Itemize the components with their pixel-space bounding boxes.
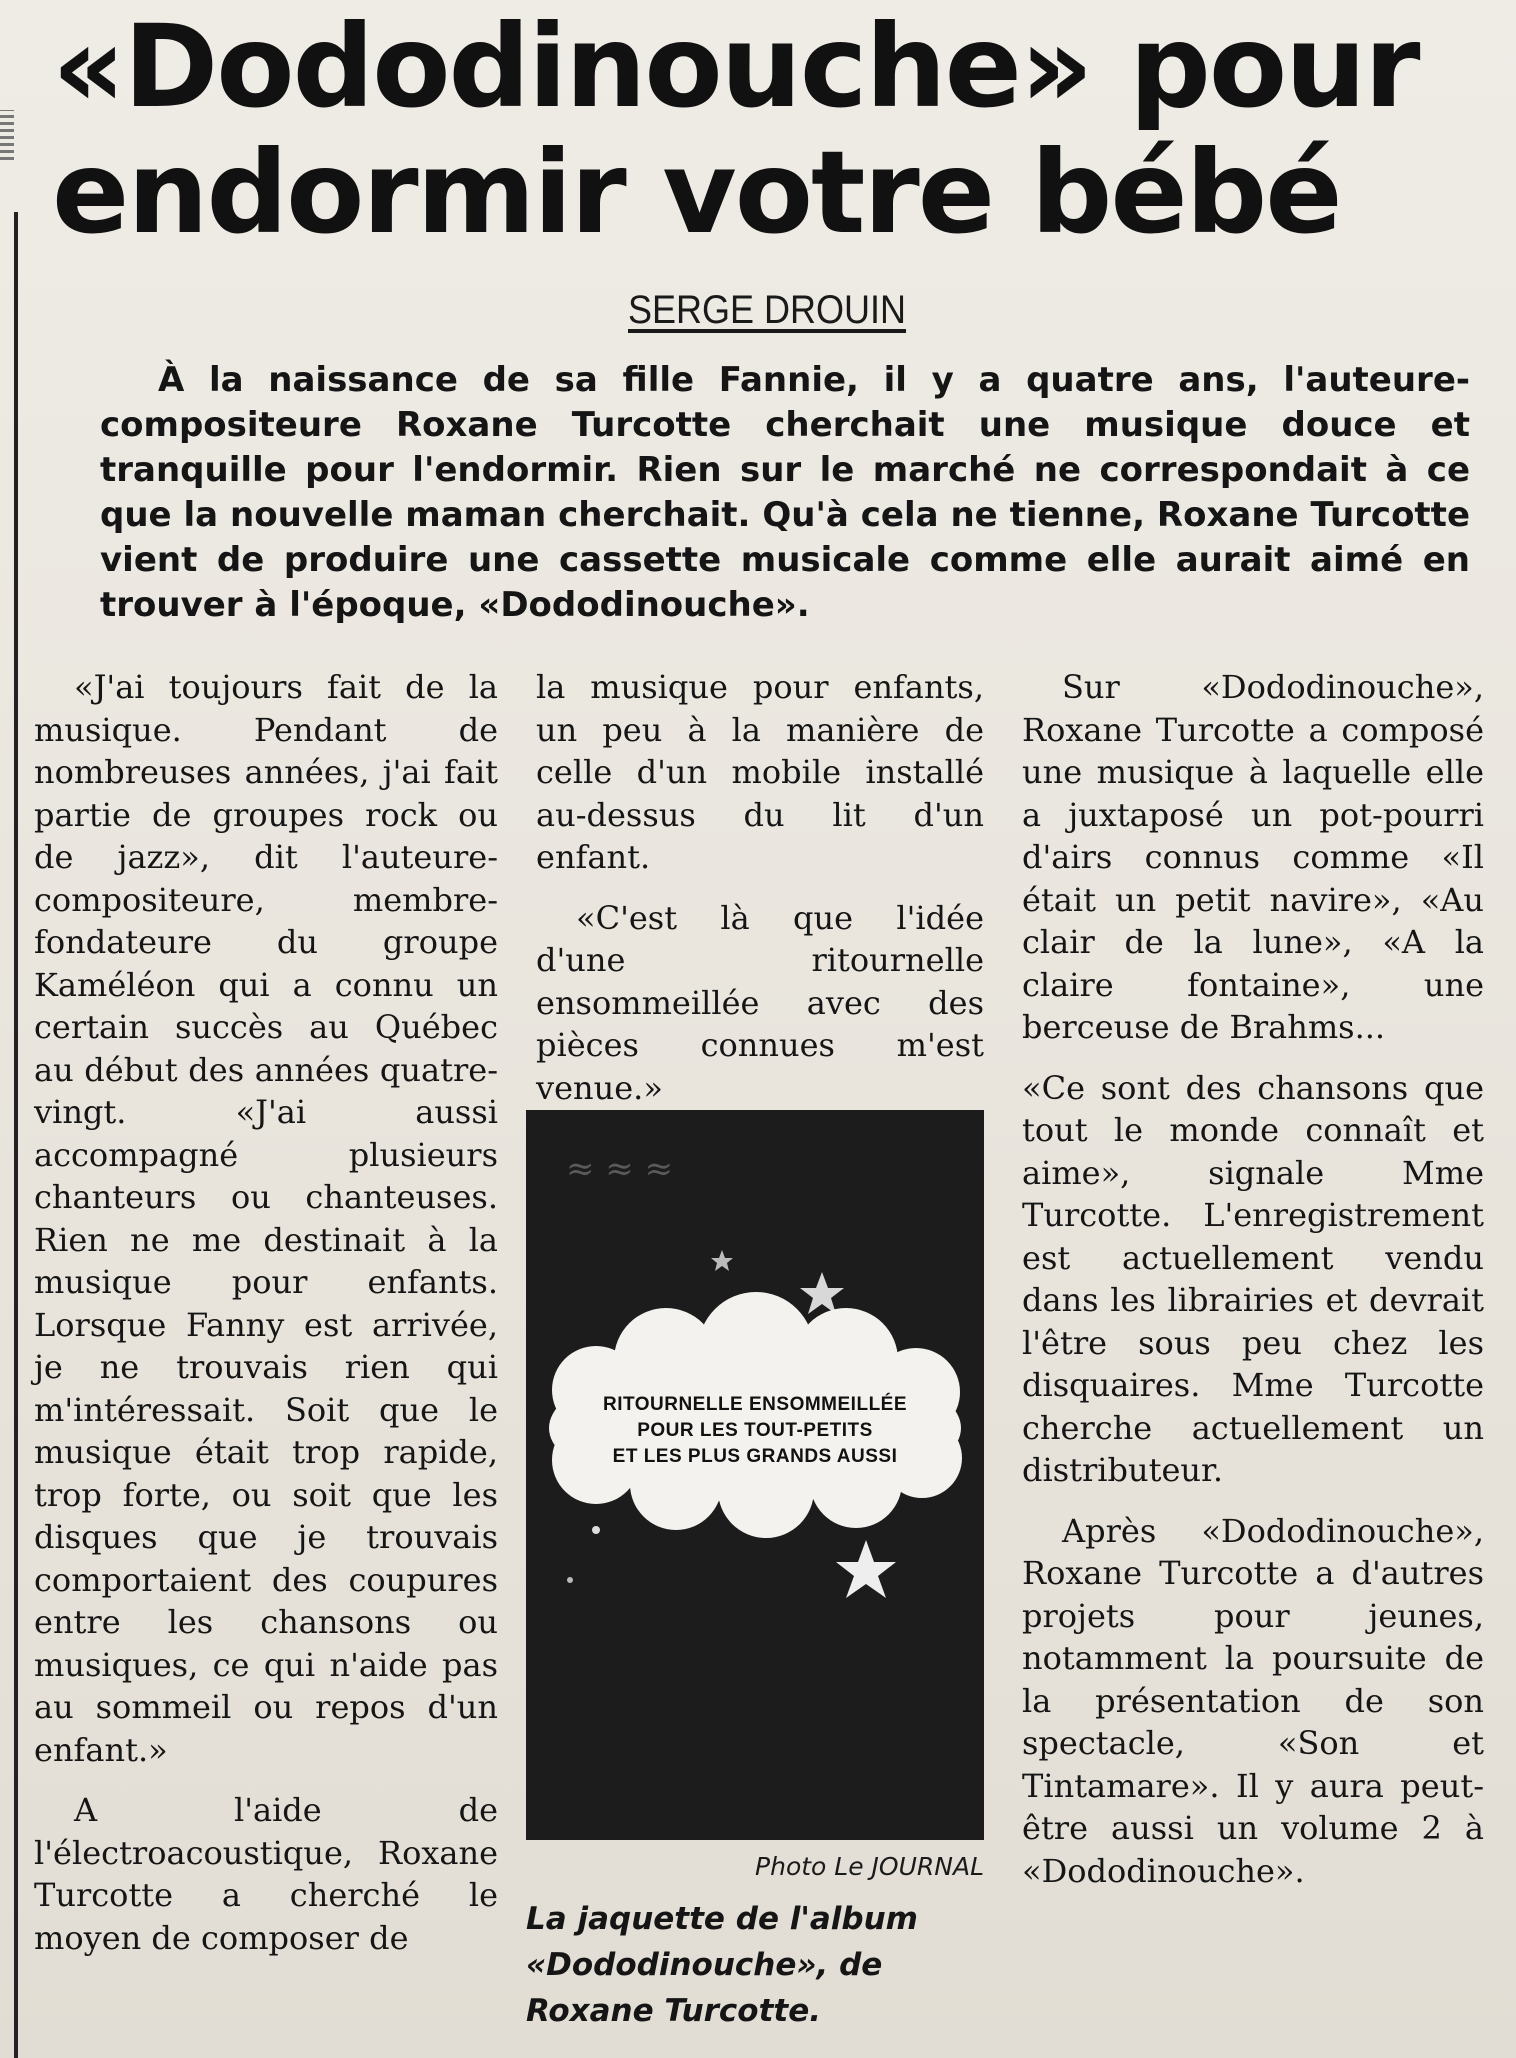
cover-line-3: ET LES PLUS GRANDS AUSSI xyxy=(612,1446,898,1467)
left-border-rule xyxy=(0,212,18,2058)
left-edge-texture xyxy=(0,110,14,160)
column-3-paragraph-1: Sur «Dododinouche», Roxane Turcotte a composé une musique à laquelle elle a juxtaposé un pot-pourri d'airs connus comme «Il était un petit navire», «Au clair de la lune», «A la claire fontaine», une berceuse de Brahms... xyxy=(1022,668,1484,1046)
cover-title-faded: ≈ ≈ ≈ xyxy=(566,1149,674,1189)
photo-credit: Photo Le JOURNAL xyxy=(755,1852,984,1881)
column-3-paragraph-3: Après «Dododinouche», Roxane Turcotte a d'autres projets pour jeunes, notamment la poursuite de la présentation de son spectacle, «Son et Tintamare». Il y aura peut-être aussi un volume 2 à «Dododinouche». xyxy=(1022,1511,1484,1890)
article-column-3 xyxy=(1022,666,1484,1910)
cover-line-1: RITOURNELLE ENSOMMEILLÉE xyxy=(602,1394,908,1415)
headline-line-1: «Dododinouche» pour xyxy=(52,0,1419,133)
dot-star-icon xyxy=(592,1526,600,1534)
article-column-2 xyxy=(536,666,984,1127)
album-cover-photo xyxy=(526,1110,984,1840)
column-1-paragraph-2: A l'aide de l'électroacoustique, Roxane Turcotte a cherché le moyen de composer de xyxy=(34,1791,498,1957)
byline: SERGE DROUIN xyxy=(628,288,907,332)
photo-caption: La jaquette de l'album «Dododinouche», de Roxane Turcotte. xyxy=(526,1901,918,2029)
headline xyxy=(52,0,1492,259)
cover-line-2: POUR LES TOUT-PETITS xyxy=(637,1420,873,1441)
dot-star-icon xyxy=(567,1577,573,1583)
column-3-paragraph-2: «Ce sont des chansons que tout le monde connaît et aime», signale Mme Turcotte. L'enregistrement est actuellement vendu dans les librairies et devrait l'être sous peu chez les disquaires. Mme Turcotte cherche actuellement un distributeur. xyxy=(1022,1068,1484,1489)
column-1-paragraph-1: «J'ai toujours fait de la musique. Pendant de nombreuses années, j'ai fait partie de groupes rock ou de jazz», dit l'auteure-compositeure, membre-fondateure du groupe Kaméléon qui a connu un certain succès au Québec au début des années quatre-vingt. «J'ai aussi accompagné plusieurs chanteurs ou chanteuses. Rien ne me destinait à la musique pour enfants. Lorsque Fanny est arrivée, je ne trouvais rien qui m'intéressait. Soit que le musique était trop rapide, trop forte, ou soit que les disques que je trouvais comportaient des coupures entre les chansons ou musiques, ce qui n'aide pas au sommeil ou repos d'un enfant.» xyxy=(34,668,498,1769)
headline-line-2: endormir votre bébé xyxy=(52,126,1341,259)
article-column-1 xyxy=(34,666,498,1977)
album-cover-illustration xyxy=(526,1110,984,1840)
lede-paragraph: À la naissance de sa fille Fannie, il y a quatre ans, l'auteure-compositeure Roxane Turcotte cherchait une musique douce et tranquille pour l'endormir. Rien sur le marché ne correspondait à ce que la nouvelle maman cherchait. Qu'à cela ne tienne, Roxane Turcotte vient de produire une cassette musicale comme elle aurait aimé en trouver à l'époque, «Dododinouche». xyxy=(100,360,1470,625)
column-2-paragraph-1: la musique pour enfants, un peu à la manière de celle d'un mobile installé au-dessus du lit d'un enfant. xyxy=(536,668,984,876)
column-2-paragraph-2: «C'est là que l'idée d'une ritournelle ensommeillée avec des pièces connues m'est venue.» xyxy=(536,898,984,1107)
